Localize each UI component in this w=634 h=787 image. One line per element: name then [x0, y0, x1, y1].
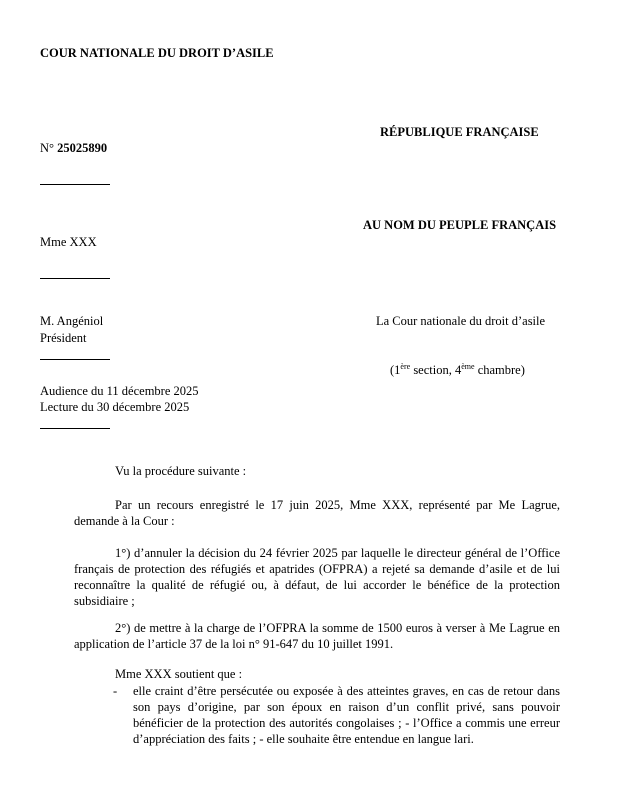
judge-name: M. Angéniol [40, 314, 104, 328]
case-number [40, 140, 107, 156]
procedure-intro: Vu la procédure suivante : [115, 464, 247, 478]
hearing-date: Audience du 11 décembre 2025 [40, 384, 199, 398]
court-name-heading: COUR NATIONALE DU DROIT D’ASILE [40, 46, 274, 60]
separator-rule [40, 278, 110, 279]
separator-rule [40, 184, 110, 185]
section-chamber: (1ère section, 4ème chambre) [390, 361, 525, 377]
bullet-marker: - [113, 684, 118, 698]
case-number-prefix: N° [40, 141, 55, 155]
separator-rule [40, 359, 110, 360]
court-line: La Cour nationale du droit d’asile [376, 314, 546, 328]
bullet-item: elle craint d’être persécutée ou exposée à des atteintes graves, en cas de retour dans son pays d’origine, par son époux en raison d’un conflit privé, sans pouvoir bénéficier de la protection des autorités congolaises ; - l’Office a commis une erreur d’appréciation des faits ; - elle souhaite être entendue en langue lari. [133, 684, 560, 746]
republic-heading: RÉPUBLIQUE FRANÇAISE [380, 125, 539, 139]
paragraph-costs: 2°) de mettre à la charge de l’OFPRA la somme de 1500 euros à verser à Me Lagrue en application de l’article 37 de la loi n° 91-647 du 10 juillet 1991. [74, 621, 560, 651]
people-heading: AU NOM DU PEUPLE FRANÇAIS [363, 218, 557, 232]
judge-role: Président [40, 331, 87, 345]
party-name: Mme XXX [40, 235, 97, 249]
paragraph-annul: 1°) d’annuler la décision du 24 février 2025 par laquelle le directeur général de l’Office français de protection des réfugiés et apatrides (OFPRA) a rejeté sa demande d’asile et de lui reconnaître la qualité de réfugié ou, à défaut, de lui accorder le bénéfice de la protection subsidiaire ; [74, 546, 560, 608]
separator-rule [40, 428, 110, 429]
paragraph-claims-intro: Mme XXX soutient que : [115, 667, 243, 681]
paragraph-request: Par un recours enregistré le 17 juin 2025, Mme XXX, représenté par Me Lagrue, demande à la Cour : [74, 498, 560, 528]
case-number-value: 25025890 [57, 141, 108, 155]
reading-date: Lecture du 30 décembre 2025 [40, 400, 190, 414]
